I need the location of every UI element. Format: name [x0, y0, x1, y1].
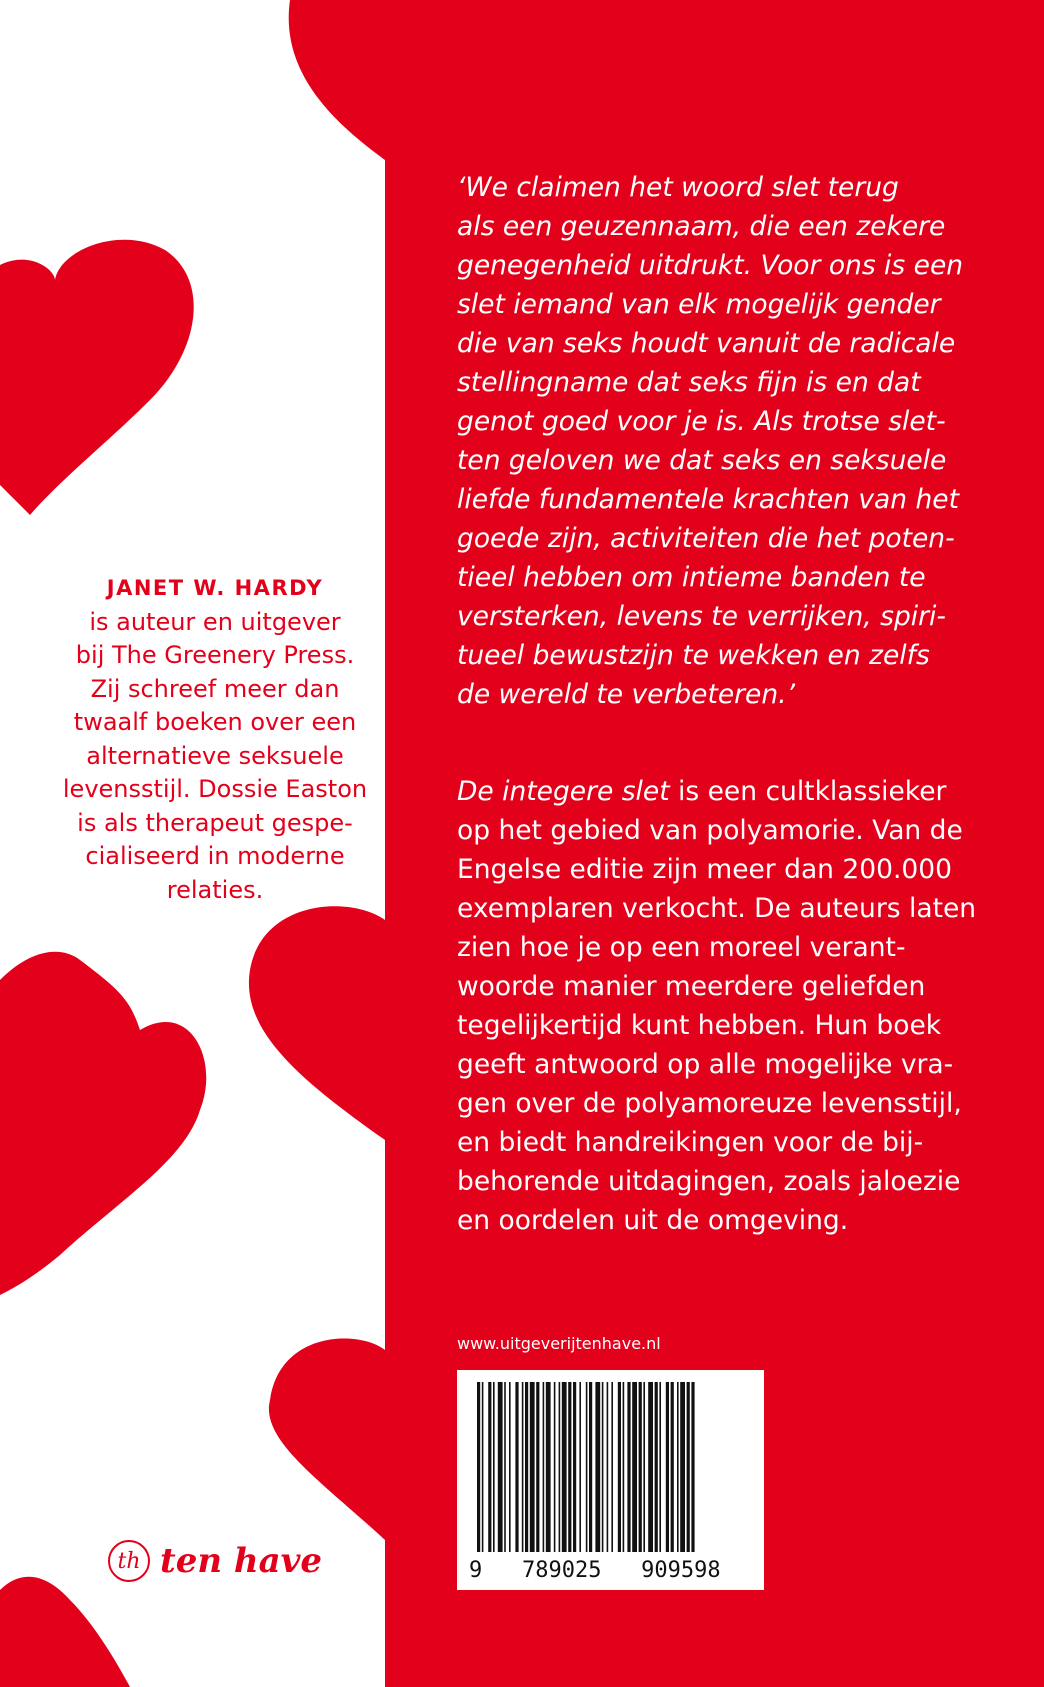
- quote-line: ‘We claimen het woord slet terug: [457, 172, 899, 203]
- quote-line: tieel hebben om intieme banden te: [457, 562, 926, 593]
- barcode-bar: [573, 1382, 576, 1552]
- barcode-bar: [589, 1382, 592, 1552]
- back-cover-quote: [457, 168, 977, 714]
- barcode-bar: [595, 1382, 600, 1552]
- barcode-bar: [659, 1382, 661, 1552]
- barcode-bar: [627, 1382, 630, 1552]
- barcode-bar: [509, 1382, 511, 1552]
- bio-line: twaalf boeken over een: [73, 708, 357, 736]
- barcode-bar: [493, 1382, 495, 1552]
- bio-line: is auteur en uitgever: [89, 607, 341, 636]
- description-line: en oordelen uit de omgeving.: [457, 1205, 849, 1236]
- quote-line: genegenheid uitdrukt. Voor ons is een: [457, 250, 964, 281]
- heart-shape-bottom: [0, 1577, 130, 1687]
- barcode-bar: [666, 1382, 669, 1552]
- book-description: [457, 772, 977, 1240]
- barcode-bar: [482, 1382, 484, 1552]
- barcode-bar: [515, 1382, 518, 1552]
- barcode-bar: [639, 1382, 642, 1552]
- description-line: geeft antwoord op alle mogelijke vra-: [457, 1049, 954, 1080]
- quote-line: goede zijn, activiteiten die het poten-: [457, 523, 955, 554]
- barcode-bar: [525, 1382, 528, 1552]
- barcode-bar: [498, 1382, 503, 1552]
- book-title: De integere slet: [457, 776, 670, 807]
- barcode-bars: [457, 1370, 764, 1560]
- barcode-bar: [543, 1382, 545, 1552]
- description-line: op het gebied van polyamorie. Van de: [457, 815, 963, 846]
- barcode-bar: [611, 1382, 613, 1552]
- bio-line: relaties.: [166, 875, 264, 904]
- quote-line: de wereld te verbeteren.’: [457, 679, 795, 710]
- description-line: en biedt handreikingen voor de bij-: [457, 1127, 924, 1158]
- bio-line: alternatieve seksuele: [86, 741, 344, 770]
- barcode-bar: [488, 1382, 491, 1552]
- description-first-line: De integere slet is een cultklassieker: [457, 776, 947, 807]
- bio-line: is als therapeut gespe-: [77, 808, 353, 837]
- barcode-bar: [618, 1382, 621, 1552]
- barcode-bar: [554, 1382, 556, 1552]
- barcode-bar: [655, 1382, 658, 1552]
- quote-line: liefde fundamentele krachten van het: [457, 484, 959, 515]
- barcode-bar: [579, 1382, 581, 1552]
- barcode-bar: [586, 1382, 588, 1552]
- description-line: zien hoe je op een moreel verant-: [457, 932, 906, 963]
- barcode-bar: [687, 1382, 690, 1552]
- barcode-bar: [559, 1382, 561, 1552]
- author-bio: [40, 572, 390, 907]
- barcode-bar: [623, 1382, 625, 1552]
- barcode-bar: [632, 1382, 637, 1552]
- author-name: JANET W. HARDY: [106, 576, 324, 600]
- barcode-bar: [546, 1382, 551, 1552]
- barcode-bar: [522, 1382, 524, 1552]
- barcode-bar: [648, 1382, 653, 1552]
- description-line: exemplaren verkocht. De auteurs laten: [457, 893, 977, 924]
- barcode-bar: [477, 1382, 480, 1552]
- publisher-name: ten have: [160, 1541, 323, 1581]
- quote-line: genot goed voor je is. Als trotse slet-: [457, 406, 946, 437]
- barcode-bar: [607, 1382, 609, 1552]
- publisher-website: www.uitgeverijtenhave.nl: [457, 1334, 661, 1353]
- description-line: Engelse editie zijn meer dan 200.000: [457, 854, 952, 885]
- bio-line: levensstijl. Dossie Easton: [62, 775, 368, 803]
- barcode-bar: [643, 1382, 645, 1552]
- barcode-bar: [562, 1382, 567, 1552]
- bio-line: Zij schreef meer dan: [90, 674, 340, 703]
- bio-line: bij The Greenery Press.: [75, 641, 355, 669]
- barcode-bar: [602, 1382, 604, 1552]
- publisher-logo-mark: th: [108, 1540, 150, 1582]
- barcode-bar: [536, 1382, 539, 1552]
- heart-shape-top: [0, 240, 194, 515]
- publisher-logo: [108, 1537, 322, 1585]
- barcode-bar: [671, 1382, 674, 1552]
- barcode-bar: [680, 1382, 685, 1552]
- quote-line: die van seks houdt vanuit de radicale: [457, 328, 956, 359]
- heart-shape-middle: [0, 952, 206, 1295]
- description-line: behorende uitdagingen, zoals jaloezie: [457, 1166, 961, 1197]
- isbn-barcode: [457, 1370, 764, 1590]
- isbn-number: 9 789025 909598: [469, 1558, 721, 1583]
- barcode-bar: [504, 1382, 506, 1552]
- quote-line: als een geuzennaam, die een zekere: [457, 211, 946, 242]
- description-line: tegelijkertijd kunt hebben. Hun boek: [457, 1010, 942, 1041]
- quote-line: stellingname dat seks fijn is en dat: [457, 367, 921, 398]
- barcode-bar: [530, 1382, 535, 1552]
- barcode-bar: [568, 1382, 571, 1552]
- barcode-bar: [691, 1382, 694, 1552]
- quote-line: versterken, levens te verrijken, spiri-: [457, 601, 946, 632]
- quote-line: tueel bewustzijn te wekken en zelfs: [457, 640, 930, 671]
- quote-line: slet iemand van elk mogelijk gender: [457, 289, 941, 320]
- description-line: woorde manier meerdere geliefden: [457, 971, 926, 1002]
- bio-line: cialiseerd in moderne: [85, 842, 345, 870]
- quote-line: ten geloven we dat seks en seksuele: [457, 445, 947, 476]
- description-line: gen over de polyamoreuze levensstijl,: [457, 1088, 962, 1119]
- barcode-bar: [677, 1382, 679, 1552]
